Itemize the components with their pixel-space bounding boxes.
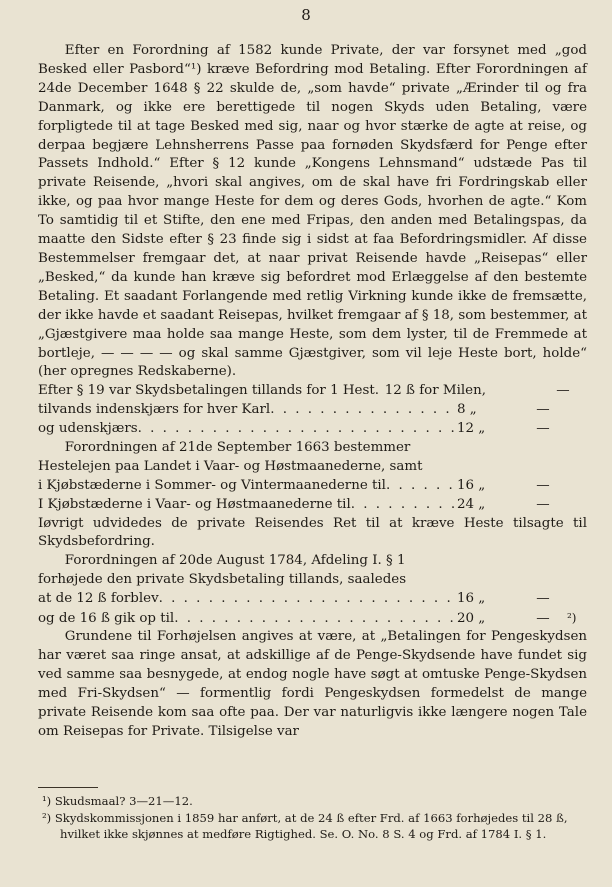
footnote-marker: ²) <box>567 611 577 626</box>
rate-dash: — <box>556 383 570 399</box>
footnotes <box>38 793 587 843</box>
rate-row <box>38 477 587 496</box>
rate-value: 16 „ <box>457 477 486 493</box>
rate-dash: — <box>536 611 550 627</box>
rate-row <box>38 609 587 628</box>
paragraph-2-line: Forordningen af 21de September 1663 bestemmer <box>64 439 411 455</box>
rate-dash: — <box>536 591 550 607</box>
rate-label: i Kjøbstæderne i Sommer- og Vintermaanederne til <box>38 477 386 493</box>
rate-label: tilvands indenskjærs for hver Karl <box>38 402 271 418</box>
rate-value: 20 „ <box>457 611 486 627</box>
rate-row <box>38 420 587 439</box>
rate-label: og de 16 ß gik op til <box>38 611 175 627</box>
rate-value: 8 „ <box>457 402 477 418</box>
footnote-1: ¹) Skudsmaal? 3—21—12. <box>42 794 193 808</box>
rate-row <box>38 590 587 609</box>
rate-label: at de 12 ß forblev <box>38 591 159 607</box>
rate-label: I Kjøbstæderne i Vaar- og Høstmaanederne til <box>38 496 351 512</box>
rate-dash: — <box>536 421 550 437</box>
paragraph-2-tail: Iøvrigt udvidedes de private Reisendes Ret til at kræve Heste tilsagte til Skydsbefordring. <box>38 515 587 550</box>
paragraph-1: Efter en Forordning af 1582 kunde Private, der var forsynet med „god Besked eller Pasbord“¹) kræve Befordring mod Betaling. Efter Forordningen af 24de December 1648 § 22 skulde de, „som havde“ private „Ærinder til og fra Danmark, og ikke ere berettigede til nogen Skyds uden Betaling, være forpligtede til at tage Besked med sig, naar og hvor stærke de agte at reise, og derpaa begjære Lehnsherrens Passe paa fornøden Skydsfærd for Penge efter Passets Indhold.“ Efter § 12 kunde „Kongens Lehnsmand“ udstæde Pas til private Reisende, „hvori skal angives, om de skal have fri Fordringskab eller ikke, og paa hvor mange Heste for dem og deres Gods, hvorhen de agte.“ Kom To samtidig til et Stifte, den ene med Fripas, den anden med Betalingspas, da maatte den Sidste efter § 23 finde sig i sidst at faa Befordringsmidler. Af disse Bestemmelser fremgaar det, at naar privat Reisende havde „Reisepas“ eller „Besked,“ da kunde han kræve sig befordret mod Erlæggelse af den bestemte Betaling. Et saadant Forlangende med retlig Virkning kunde ikke de fremsætte, der ikke havde et saadant Reisepas, hvilket fremgaar af § 18, som bestemmer, at „Gjæstgivere maa holde saa mange Heste, som dem lyster, til de Fremmede at bortleje, — — — — og skal samme Gjæstgiver, som vil leje Heste bort, holde“ (her opregnes Redskaberne). <box>38 43 588 380</box>
rate-row <box>38 401 587 420</box>
rate-value: 16 „ <box>457 591 486 607</box>
rate-dash: — <box>536 477 550 493</box>
paragraph-3-line: forhøjede den private Skydsbetaling tillands, saaledes <box>38 572 407 588</box>
main-text <box>38 42 587 741</box>
rate-value: 12 ß for Milen, <box>384 383 486 399</box>
footnote-2: ²) Skydskommissjonen i 1859 har anført, at de 24 ß efter Frd. af 1663 forhøjedes til 28 ß, hvilket ikke skjønnes at medføre Rigtighed. Se. O. No. 8 S. 4 og Frd. af 1784 I. § 1. <box>42 810 568 842</box>
rate-label: og udenskjærs <box>38 421 138 437</box>
rate-value: 24 „ <box>457 496 486 512</box>
rate-row <box>38 382 587 401</box>
page-number: 8 <box>301 6 311 24</box>
rate-dash: — <box>536 402 550 418</box>
paragraph-4: Grundene til Forhøjelsen angives at være, at „Betalingen for Pengeskydsen har været saa ringe ansat, at adskillige af de Penge-Skydsende have fundet sig ved samme saa besnygede, at endog nogle have søgt at omtuske Penge-Skydsen med Fri-Skydsen“ — formentlig fordi Pengeskydsen formedelst de mange private Reisende kom saa ofte paa. Der var naturligvis ikke længere nogen Tale om Reisepas for Private. Tilsigelse var <box>38 628 587 739</box>
rate-label: Efter § 19 var Skydsbetalingen tillands for 1 Hest <box>38 383 375 399</box>
rate-value: 12 „ <box>457 421 486 437</box>
paragraph-3-line: Forordningen af 20de August 1784, Afdeling I. § 1 <box>64 553 406 569</box>
rate-row <box>38 496 587 515</box>
paragraph-2-line: Hestelejen paa Landet i Vaar- og Høstmaanederne, samt <box>38 458 423 474</box>
rate-dash: — <box>536 496 550 512</box>
footnote-divider <box>38 787 98 788</box>
